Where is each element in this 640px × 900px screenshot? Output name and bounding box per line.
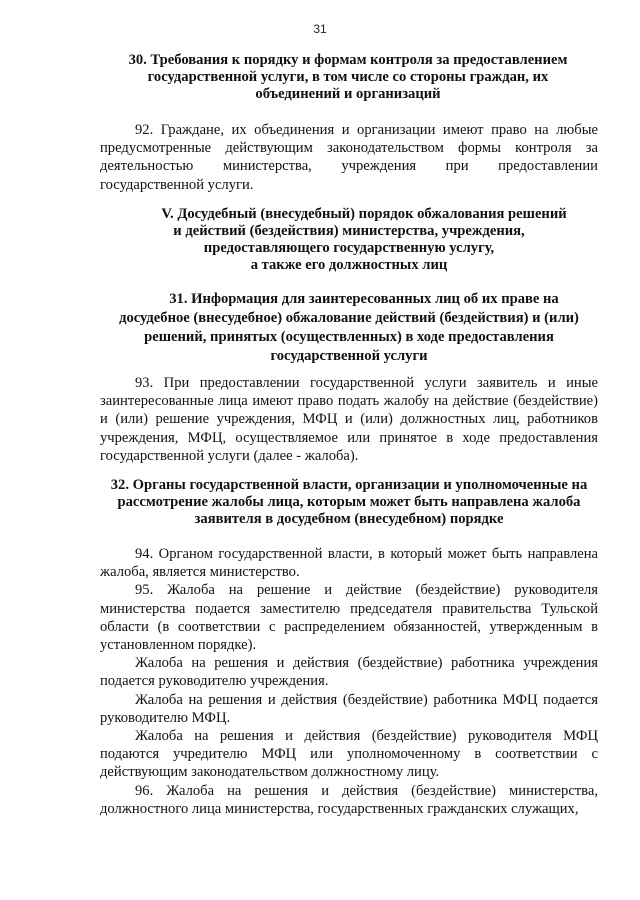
section-31-line-2: досудебное (внесудебное) обжалование действий (бездействия) и (или) — [119, 310, 579, 326]
chapter-5-line-2: и действий (бездействия) министерства, учреждения, — [173, 223, 525, 239]
paragraph-95-employee: Жалоба на решения и действия (бездействие) работника учреждения подается руководителю учреждения. — [100, 655, 598, 690]
paragraph-94: 94. Органом государственной власти, в который может быть направлена жалоба, является министерство. — [100, 546, 598, 581]
section-32-line-2: рассмотрение жалобы лица, которым может быть направлена жалоба — [117, 494, 581, 510]
paragraph-96: 96. Жалоба на решения и действия (бездействие) министерства, должностного лица министерства, государственных гражданских служащих, — [100, 782, 598, 817]
paragraph-92: 92. Граждане, их объединения и организации имеют право на любые предусмотренные действующим законодательством формы контроля за деятельностью министерства, учреждения при предоставлении государственной услуги. — [100, 122, 598, 193]
section-32-line-1: 32. Органы государственной власти, организации и уполномоченные на — [110, 477, 588, 493]
section-31-line-1: 31. Информация для заинтересованных лиц об их праве на — [169, 291, 559, 307]
section-32-body — [100, 545, 598, 818]
chapter-5-line-3: предоставляющего государственную услугу, — [203, 240, 495, 256]
section-31-line-4: государственной услуги — [270, 348, 428, 364]
page-number: 31 — [313, 22, 327, 36]
paragraph-95-mfc-employee: Жалоба на решения и действия (бездействие) работника МФЦ подается руководителю МФЦ. — [100, 691, 598, 726]
section-32-heading — [100, 477, 598, 528]
section-30-heading: 30. Требования к порядку и формам контроля за предоставлением государственной услуги, в том числе со стороны граждан, их объединений и организаций — [128, 52, 568, 102]
chapter-5-line-4: а также его должностных лиц — [250, 257, 448, 273]
section-32-line-3: заявителя в досудебном (внесудебном) порядке — [194, 511, 504, 527]
chapter-5-heading — [100, 206, 598, 274]
section-31-line-3: решений, принятых (осуществленных) в ходе предоставления — [144, 329, 554, 345]
section-31-heading — [100, 290, 598, 366]
paragraph-95-mfc-head: Жалоба на решения и действия (бездействие) руководителя МФЦ подаются учредителю МФЦ или уполномоченному в соответствии с действующим законодательством должностному лицу. — [100, 728, 598, 781]
paragraph-95: 95. Жалоба на решение и действие (бездействие) руководителя министерства подается заместителю председателя правительства Тульской области (в соответствии с распределением обязанностей, утвержденным в установленном порядке). — [100, 582, 598, 654]
paragraph-93: 93. При предоставлении государственной услуги заявитель и иные заинтересованные лица имеют право подать жалобу на действие (бездействие) и (или) решение учреждения, МФЦ и (или) должностных лиц, работников учреждения, МФЦ, осуществляемое или принятое в ходе предоставления государственной услуги (далее - жалоба). — [100, 375, 598, 464]
chapter-5-line-1: V. Досудебный (внесудебный) порядок обжалования решений — [161, 206, 567, 222]
